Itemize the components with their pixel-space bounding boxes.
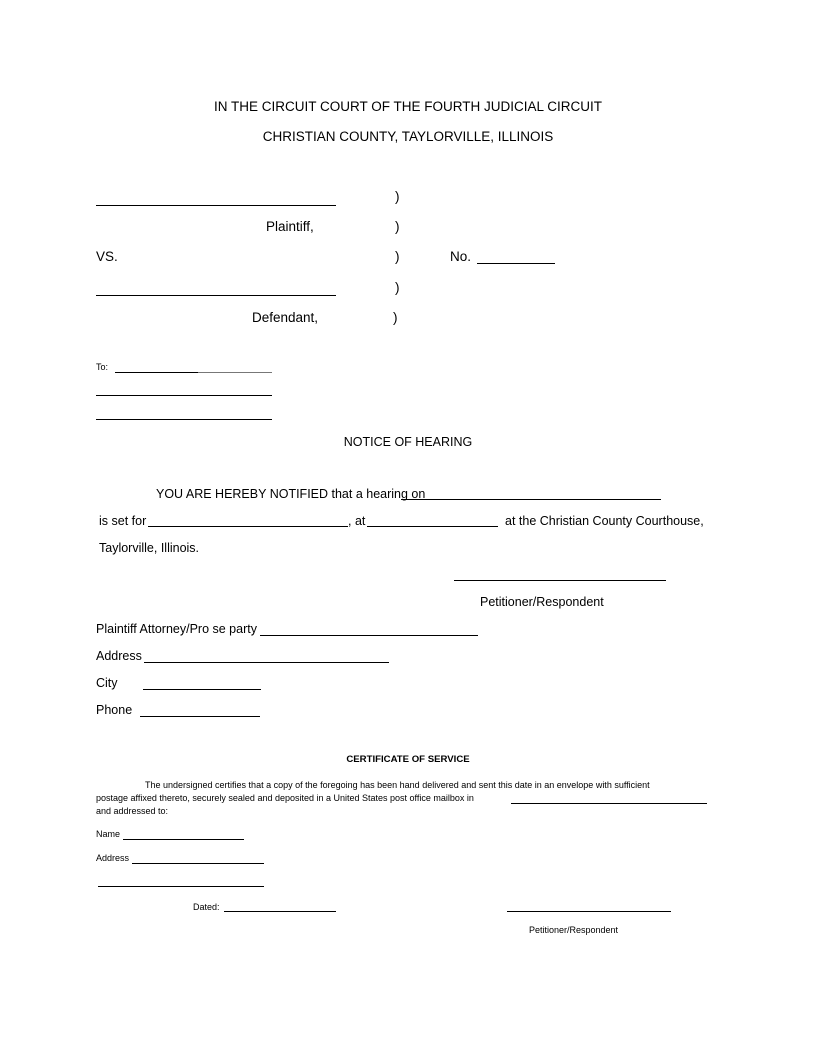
phone-line[interactable] — [140, 716, 260, 717]
plaintiff-label: Plaintiff, — [266, 219, 314, 234]
dated-label: Dated: — [193, 902, 220, 912]
petitioner-signature-line[interactable] — [454, 580, 666, 581]
caption-paren-4: ) — [395, 280, 400, 295]
hearing-matter-line[interactable] — [401, 499, 661, 500]
dated-line[interactable] — [224, 911, 336, 912]
certificate-text-3: and addressed to: — [96, 806, 169, 816]
notice-title: NOTICE OF HEARING — [343, 435, 473, 449]
cert-name-label: Name — [96, 829, 121, 839]
cert-address-line[interactable] — [132, 863, 264, 864]
caption-paren-2: ) — [395, 219, 400, 234]
city-label: City — [96, 676, 118, 690]
cert-address-label: Address — [96, 853, 130, 863]
cert-address-line-2[interactable] — [98, 886, 264, 887]
court-title: IN THE CIRCUIT COURT OF THE FOURTH JUDICIAL CIRCUIT — [213, 99, 603, 114]
to-line-1a[interactable] — [115, 372, 198, 373]
defendant-label: Defendant, — [252, 310, 319, 325]
caption-paren-5: ) — [393, 310, 398, 325]
attorney-label: Plaintiff Attorney/Pro se party — [96, 622, 257, 636]
case-number-label: No. — [450, 249, 472, 264]
petitioner-signature-label: Petitioner/Respondent — [480, 595, 604, 609]
courthouse-text: at the Christian County Courthouse, — [505, 514, 704, 528]
certificate-text-2: postage affixed thereto, securely sealed and deposited in a United States post office mailbox in — [96, 793, 474, 803]
to-line-2[interactable] — [96, 395, 272, 396]
hearing-time-line[interactable] — [367, 526, 498, 527]
address-label: Address — [96, 649, 142, 663]
mailbox-location-line[interactable] — [511, 803, 707, 804]
city-text: Taylorville, Illinois. — [99, 541, 200, 555]
cert-signature-line[interactable] — [507, 911, 671, 912]
county-title: CHRISTIAN COUNTY, TAYLORVILLE, ILLINOIS — [262, 129, 554, 144]
city-line[interactable] — [143, 689, 261, 690]
hearing-date-line[interactable] — [148, 526, 348, 527]
plaintiff-name-line[interactable] — [96, 205, 336, 206]
to-label: To: — [96, 362, 109, 372]
notice-line-1: YOU ARE HEREBY NOTIFIED that a hearing on — [156, 487, 426, 501]
certificate-title: CERTIFICATE OF SERVICE — [346, 754, 470, 765]
vs-label: VS. — [96, 249, 118, 264]
at-label: , at — [348, 514, 366, 528]
address-line[interactable] — [144, 662, 389, 663]
cert-signature-label: Petitioner/Respondent — [529, 925, 619, 935]
cert-name-line[interactable] — [123, 839, 244, 840]
caption-paren-3: ) — [395, 249, 400, 264]
case-number-line[interactable] — [477, 263, 555, 264]
caption-paren-1: ) — [395, 189, 400, 204]
is-set-for-label: is set for — [99, 514, 147, 528]
to-line-1b[interactable] — [198, 372, 272, 373]
defendant-name-line[interactable] — [96, 295, 336, 296]
certificate-text-1: The undersigned certifies that a copy of the foregoing has been hand delivered and sent this date in an envelope with sufficient — [145, 780, 650, 790]
phone-label: Phone — [96, 703, 133, 717]
to-line-3[interactable] — [96, 419, 272, 420]
attorney-line[interactable] — [260, 635, 478, 636]
